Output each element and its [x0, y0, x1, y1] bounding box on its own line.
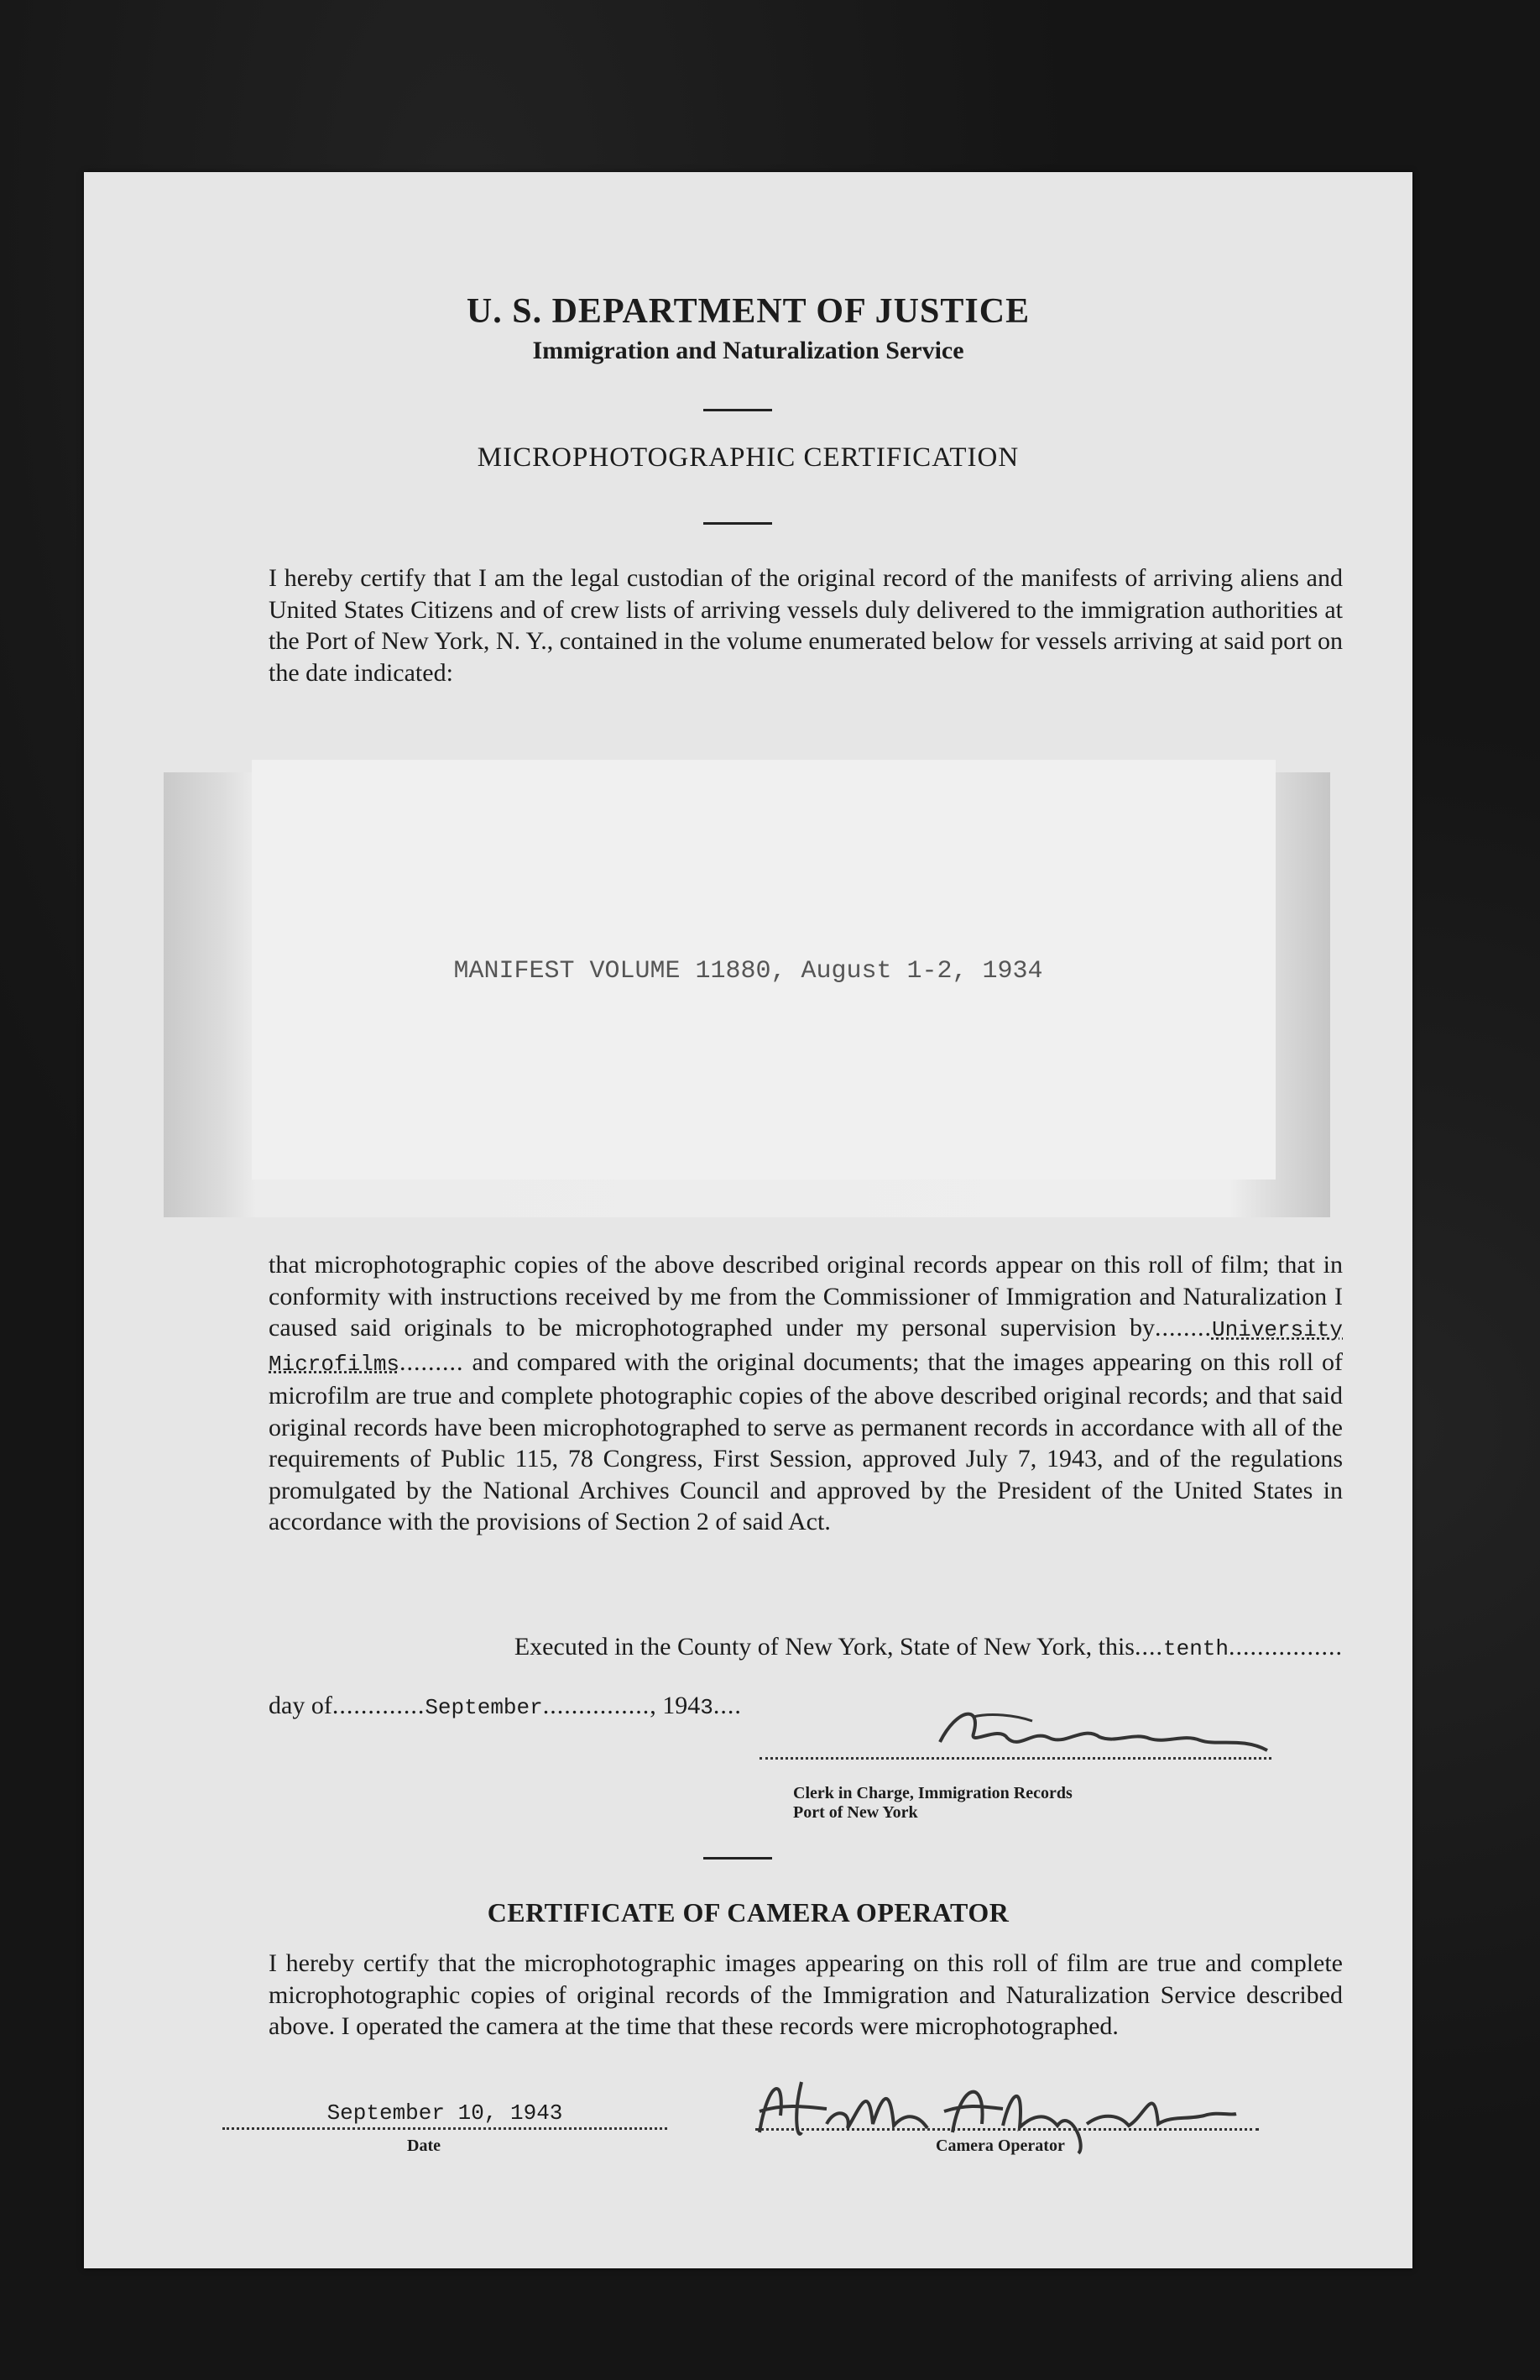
- certification-body: that microphotographic copies of the above described original records appear on this roll of film; that in conformity with instructions received by me from the Commissioner of Immigration and Naturalization I caused said originals to be microphotographed under my personal supervision by........University Microfilms......... and compared with the original documents; that the images appearing on this roll of microfilm are true and complete photographic copies of the above described original records; and that said original records have been microphotographed to serve as permanent records in accordance with all of the requirements of Public 115, 78 Congress, First Session, approved July 7, 1943, and of the regulations promulgated by the National Archives Council and approved by the President of the United States in accordance with the provisions of Section 2 of said Act.: [269, 1251, 1344, 1535]
- date-label: Date: [407, 2137, 441, 2155]
- camera-paragraph: I hereby certify that the microphotographic images appearing on this roll of film are true and complete microphotographic copies of original records of the Immigration and Naturalization Service described above. I operated the camera at the time that these records were microphotographed.: [269, 1949, 1343, 2040]
- service-subheading: Immigration and Naturalization Service: [532, 337, 964, 364]
- date-field: [222, 2100, 667, 2130]
- body-part1: that microphotographic copies of the above described original records appear on this roll of film; that in conformity with instructions received by me from the Commissioner of Immigration and Naturalization I caused said originals to be microphotographed under my personal supervision by: [269, 1251, 1343, 1342]
- certification-title: MICROPHOTOGRAPHIC CERTIFICATION: [477, 442, 1020, 473]
- supervisor-name: University Microfilms: [269, 1317, 1343, 1377]
- day-of-label: day of: [269, 1692, 332, 1719]
- clerk-title-line2: Port of New York: [793, 1803, 918, 1822]
- year-digit: 3: [700, 1695, 713, 1720]
- clerk-title: [793, 1784, 1073, 1823]
- year-prefix: , 194: [650, 1692, 701, 1719]
- camera-certificate-title: CERTIFICATE OF CAMERA OPERATOR: [487, 1897, 1010, 1928]
- volume-slip-text: MANIFEST VOLUME 11880, August 1-2, 1934: [453, 957, 1043, 986]
- divider-rule: [703, 409, 772, 411]
- divider-rule: [703, 522, 772, 525]
- execution-prefix: Executed in the County of New York, State of New York, this: [514, 1633, 1135, 1661]
- operator-label: Camera Operator: [936, 2137, 1065, 2155]
- execution-day: tenth: [1162, 1636, 1229, 1661]
- body-part2: and compared with the original documents; that the images appearing on this roll of microfilm are true and complete photographic copies of the above described original records; and that said original records have been microphotographed to serve as permanent records in accordance with all of the requirements of Public 115, 78 Congress, First Session, approved July 7, 1943, and of the regulations promulgated by the National Archives Council and approved by the President of the United States in accordance with the provisions of Section 2 of said Act.: [269, 1347, 1344, 1535]
- clerk-signature-icon: [923, 1700, 1276, 1759]
- certificate-sheet: [84, 172, 1412, 2268]
- clerk-title-line1: Clerk in Charge, Immigration Records: [793, 1784, 1073, 1802]
- department-heading: U. S. DEPARTMENT OF JUSTICE: [466, 292, 1031, 331]
- execution-line: Executed in the County of New York, State of New York, this....tenth................: [514, 1633, 1343, 1661]
- operator-date-value: September 10, 1943: [326, 2100, 563, 2126]
- intro-paragraph: I hereby certify that I am the legal custodian of the original record of the manifests of arriving aliens and United States Citizens and of crew lists of arriving vessels duly delivered to the immigration authorities at the Port of New York, N. Y., contained in the volume enumerated below for vessels arriving at said port on the date indicated:: [269, 564, 1343, 687]
- execution-date-line: day of.............September..............., 1943....: [269, 1692, 742, 1720]
- execution-month: September: [425, 1695, 543, 1720]
- divider-rule: [703, 1857, 772, 1860]
